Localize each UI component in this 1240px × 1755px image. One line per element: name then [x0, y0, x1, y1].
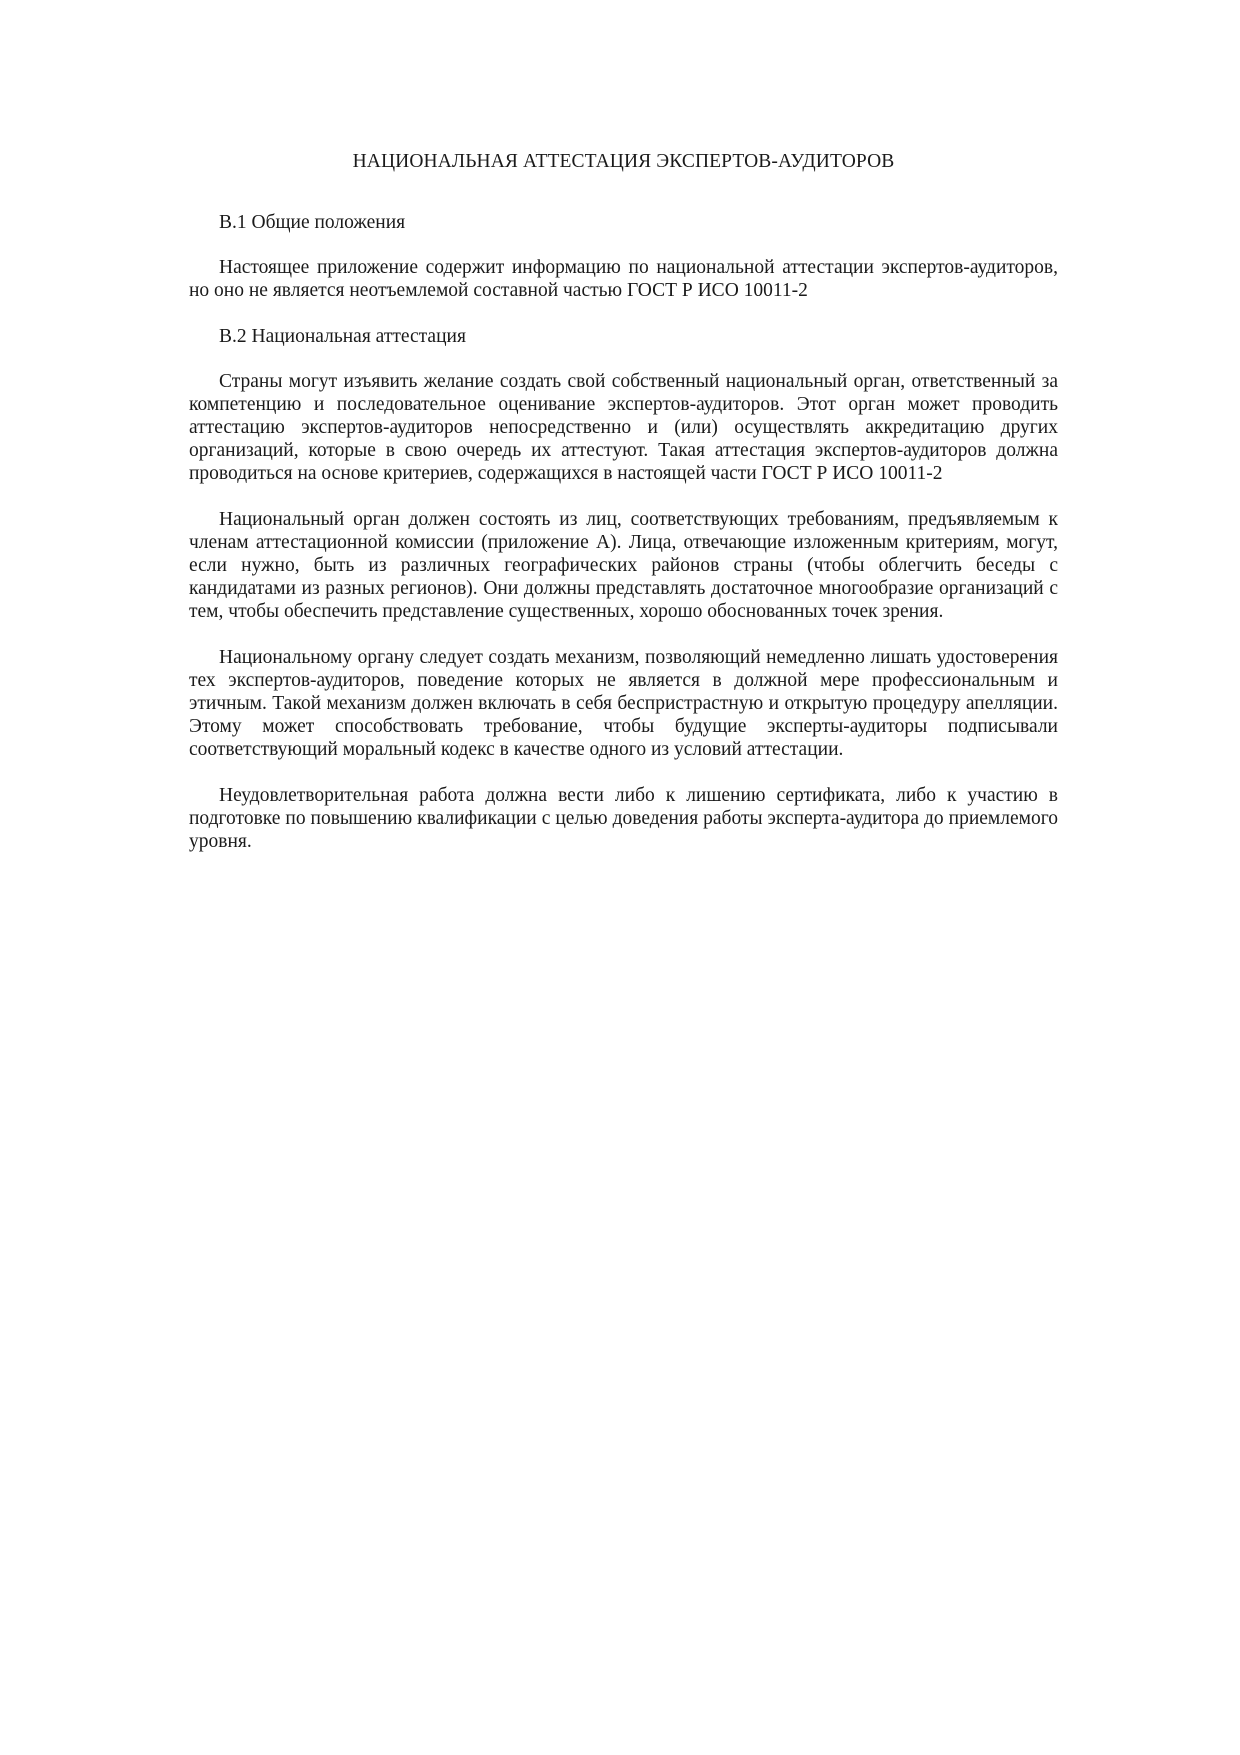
paragraph: Неудовлетворительная работа должна вести либо к лишению сертификата, либо к участию в подготовке по повышению квалификации с целью доведения работы эксперта-аудитора до приемлемого уровня.: [189, 785, 1058, 852]
paragraph: Настоящее приложение содержит информацию по национальной аттестации экспертов-аудиторов, но оно не является неотъемлемой составной частью ГОСТ Р ИСО 10011-2: [189, 257, 1058, 301]
document-title: НАЦИОНАЛЬНАЯ АТТЕСТАЦИЯ ЭКСПЕРТОВ-АУДИТОРОВ: [352, 151, 895, 172]
paragraph: Национальный орган должен состоять из лиц, соответствующих требованиям, предъявляемым к членам аттестационной комиссии (приложение А). Лица, отвечающие изложенным критериям, могут, если нужно, быть из различных географических районов страны (чтобы облегчить беседы с кандидатами из разных регионов). Они должны представлять достаточное многообразие организаций с тем, чтобы обеспечить представление существенных, хорошо обоснованных точек зрения.: [189, 509, 1058, 622]
paragraph: Национальному органу следует создать механизм, позволяющий немедленно лишать удостоверения тех экспертов-аудиторов, поведение которых не является в должной мере профессиональным и этичным. Такой механизм должен включать в себя беспристрастную и открытую процедуру апелляции. Этому может способствовать требование, чтобы будущие эксперты-аудиторы подписывали соответствующий моральный кодекс в качестве одного из условий аттестации.: [189, 647, 1058, 760]
section-general: [189, 211, 1058, 302]
section-heading: В.1 Общие положения: [219, 212, 406, 233]
section-heading: В.2 Национальная аттестация: [219, 326, 466, 347]
section-national-attestation: [189, 325, 1058, 853]
paragraph: Страны могут изъявить желание создать свой собственный национальный орган, ответственный за компетенцию и последовательное оценивание экспертов-аудиторов. Этот орган может проводить аттестацию экспертов-аудиторов непосредственно и (или) осуществлять аккредитацию других организаций, которые в свою очередь их аттестуют. Такая аттестация экспертов-аудиторов должна проводиться на основе критериев, содержащихся в настоящей части ГОСТ Р ИСО 10011-2: [189, 371, 1058, 484]
document-page: [189, 150, 1058, 876]
